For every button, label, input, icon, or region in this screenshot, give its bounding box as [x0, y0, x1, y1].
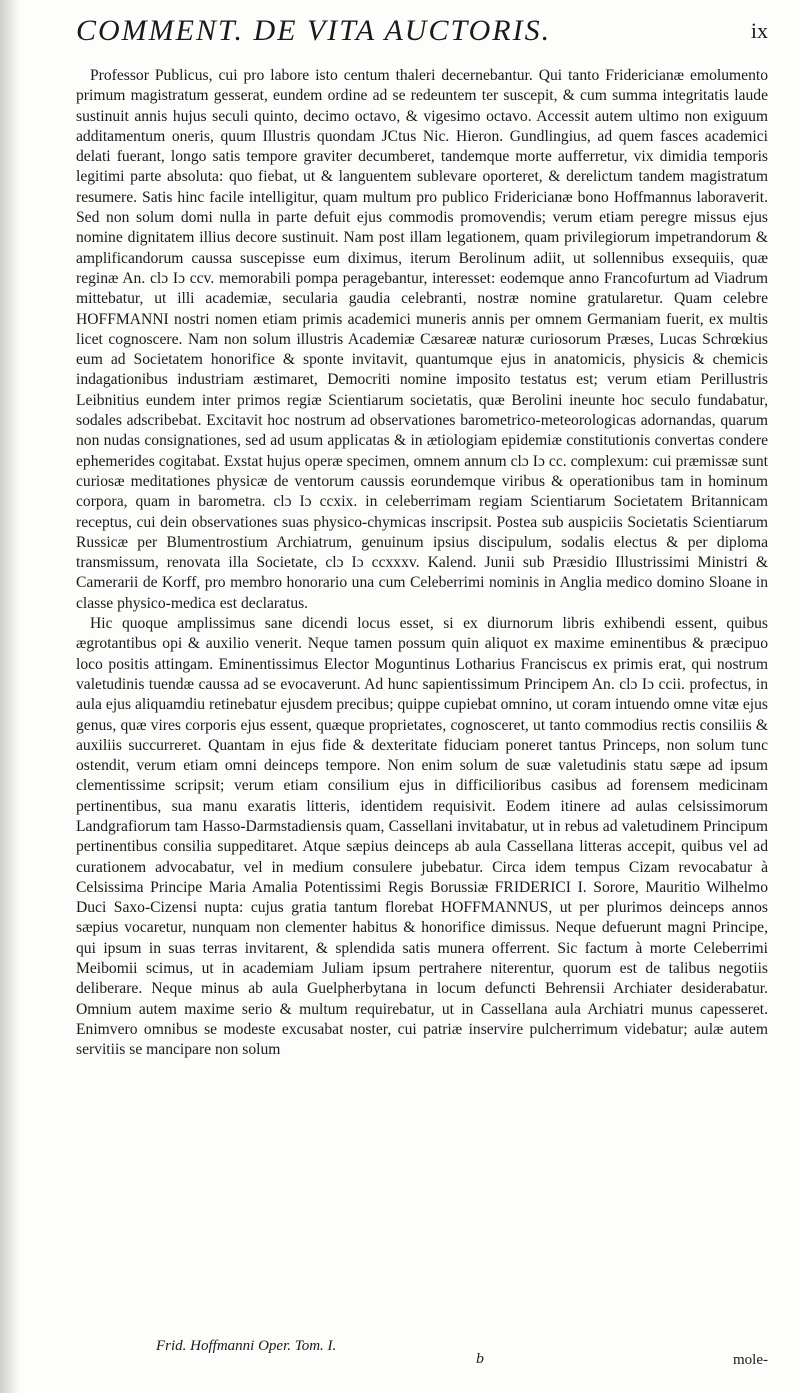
page-footer — [76, 1338, 768, 1378]
page-header — [76, 14, 768, 54]
footnote-source: Frid. Hoffmanni Oper. Tom. I. — [156, 1338, 337, 1354]
paragraph-1: Professor Publicus, cui pro labore isto centum thaleri decernebantur. Qui tanto Fridericianæ emolumento primum magistratum gesserat, eundem ordine ad se redeuntem ter suscepit, & cum summa integritatis laude sustinuit annis hujus seculi quinto, decimo octavo, & vigesimo octavo. Accessit autem ultimo non exiguum additamentum oneris, quum Illustris quondam JCtus Nic. Hieron. Gundlingius, ad quem fasces academici delati fuerant, longo satis tempore graviter decumberet, tandemque morte aufferretur, vix dimidia temporis legitimi parte absoluta: quo fiebat, ut & languentem sublevare oporteret, & derelictum tandem magistratum resumere. Satis hinc facile intelligitur, quam multum pro publico Fridericianæ bono Hoffmannus laboraverit. Sed non solum domi nulla in parte defuit ejus commodis promovendis; verum etiam peregre missus ejus nomine dignitatem illius decore sustinuit. Nam post illam legationem, quam privilegiorum impetrandorum & amplificandorum caussa suscepisse eum diximus, iterum Berolinum adiit, ut sollennibus exsequiis, quæ reginæ An. clɔ Iɔ ccv. memorabili pompa peragebantur, interesset: eodemque anno Francofurtum ad Viadrum mittebatur, ut illi academiæ, secularia gaudia celebranti, nostræ nomine gratularetur. Quam celebre HOFFMANNI nostri nomen etiam primis academici muneris annis per omnem Germaniam fuerit, ex multis licet cognoscere. Nam non solum illustris Academiæ Cæsareæ naturæ curiosorum Præses, Lucas Schrœkius eum ad Societatem honorifice & sponte invitavit, quantumque ejus in anatomicis, physicis & chemicis indagationibus industriam æstimaret, Democriti nomine imposito testatus est; verum etiam Perillustris Leibnitius eundem inter primos regiæ Scientiarum societatis, quæ Berolini ineunte hoc seculo fundabatur, sodales adscribebat. Excitavit hoc nostrum ad observationes barometrico-meteorologicas adornandas, quarum non nudas consignationes, sed ad usum applicatas & in ætiologiam epidemiæ constitutionis convertas condere ephemerides cogitabat. Exstat hujus operæ specimen, omnem annum clɔ Iɔ cc. complexum: cui præmissæ sunt curiosæ meditationes physicæ de ventorum caussis eorundemque viribus & operationibus tam in hominum corpora, quam in barometra. clɔ Iɔ ccxix. in celeberrimam regiam Scientiarum Societatem Britannicam receptus, cui dein observationes suas physico-chymicas inscripsit. Postea sub auspiciis Societatis Scientiarum Russicæ per Blumentrostium Archiatrum, genuinum ipsius discipulum, sodalis electus & per diploma transmissum, renovata illa Societate, clɔ Iɔ ccxxxv. Kalend. Junii sub Præsidio Illustrissimi Ministri & Camerarii de Korff, pro membro honorario una cum Celeberrimi nominis in Anglia medico domino Sloane in classe physico-medica est declaratus. — [76, 67, 768, 612]
book-page — [40, 0, 780, 1393]
page-number: ix — [750, 18, 768, 43]
signature-mark: b — [476, 1352, 485, 1367]
page-edge-shadow — [0, 0, 20, 1393]
body-text — [76, 66, 768, 1336]
paragraph-2: Hic quoque amplissimus sane dicendi locus esset, si ex diurnorum libris exhibendi essent, quibus ægrotantibus opi & auxilio venerit. Neque tamen possum quin aliquot ex maxime eminentibus & præcipuo loco positis attingam. Eminentissimus Elector Moguntinus Lotharius Franciscus ex primis erat, qui nostrum valetudinis tuendæ caussa ad se evocaverunt. Ad hunc sapientissimum Principem An. clɔ Iɔ ccii. profectus, in aula ejus aliquamdiu retinebatur ejusdem precibus; quippe cupiebat omnino, ut coram intuendo omne vitæ ejus genus, quæ vires corporis ejus essent, quæque proprietates, cognosceret, ut tanto commodius rectis consiliis & auxiliis succurreret. Quantam in ejus fide & dexteritate fiduciam poneret tantus Princeps, non solum tunc ostendit, verum etiam omni deinceps tempore. Non enim solum de suæ valetudinis statu sæpe ad ipsum clementissime scripsit; verum etiam consilium ejus in difficilioribus casibus ad forensem medicinam pertinentibus, sua manu exaratis litteris, identidem requisivit. Eodem itinere ad aulas celsissimorum Landgrafiorum tam Hasso-Darmstadiensis quam, Cassellani invitabatur, ut in rebus ad valetudinem Principum pertinentibus consilia suppeditaret. Atque sæpius deinceps ab aula Cassellana litteras accepit, quibus vel ad curationem advocabatur, vel in medium consulere jubebatur. Circa idem tempus Cizam revocabatur à Celsissima Principe Maria Amalia Potentissimi Regis Borussiæ FRIDERICI I. Sorore, Mauritio Wilhelmo Duci Saxo-Cizensi nupta: cujus gratia tantum florebat HOFFMANNUS, ut per plurimos deinceps annos sæpius vocaretur, nunquam non clementer habitus & honorifice dimissus. Neque defuerunt magni Principe, qui ipsum in suas terras invitarent, & splendida satis munera offerrent. Sic factum à morte Celeberrimi Meibomii scimus, ut in academiam Juliam ipsum pertrahere niterentur, quorum est de talibus negotiis deliberare. Neque minus ab aula Guelpherbytana in locum defuncti Behrensii Archiater desiderabatur. Omnium autem maxime serio & multum requirebatur, ut in Cassellana aula Archiatri munus capesseret. Enimvero omnibus se modeste excusabat noster, cui patriæ inservire pulcherrimum videbatur; aulæ autem servitiis se mancipare non solum — [76, 615, 768, 1059]
running-title: COMMENT. DE VITA AUCTORIS. — [76, 14, 552, 47]
catchword: mole- — [733, 1352, 768, 1368]
